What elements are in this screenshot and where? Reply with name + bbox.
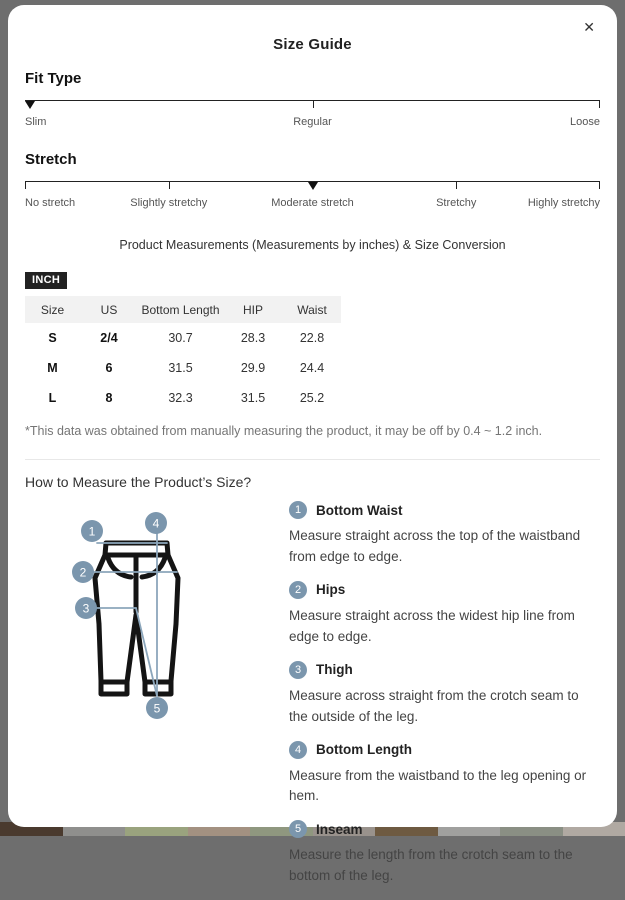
- cell-size: L: [48, 391, 57, 405]
- slider-tick: [169, 182, 170, 189]
- pants-diagram-icon: [39, 502, 279, 734]
- measurements-caption: Product Measurements (Measurements by inches) & Size Conversion: [119, 238, 506, 252]
- measure-instructions-list: [289, 491, 600, 900]
- pants-measurement-diagram: [25, 491, 289, 900]
- cell-hip: 29.9: [240, 361, 266, 375]
- number-badge: 5: [289, 820, 307, 838]
- close-icon[interactable]: ✕: [583, 20, 595, 36]
- fit-type-marker-icon: [25, 101, 35, 109]
- item-description: Measure straight across the top of the waistband from edge to edge.: [289, 528, 581, 564]
- diagram-num-4: 4: [152, 516, 160, 531]
- fit-type-option-regular: Regular: [293, 116, 332, 128]
- page-title: Size Guide: [273, 36, 352, 53]
- size-table: [25, 296, 341, 413]
- diagram-num-3: 3: [82, 601, 90, 616]
- table-row: [25, 353, 341, 383]
- unit-badge-inch: INCH: [25, 272, 67, 289]
- column-header-us: US: [80, 296, 138, 323]
- slider-tick: [25, 182, 26, 189]
- slider-tick: [599, 182, 600, 189]
- cell-us: 6: [105, 361, 113, 375]
- stretch-option-slightly: Slightly stretchy: [130, 197, 208, 209]
- cell-waist: 25.2: [299, 391, 325, 405]
- stretch-option-highly: Highly stretchy: [527, 197, 600, 209]
- cell-size: M: [47, 361, 58, 375]
- cell-us: 8: [105, 391, 113, 405]
- table-header-row: [25, 296, 341, 323]
- cell-bottom-length: 30.7: [168, 331, 193, 345]
- cell-waist: 24.4: [299, 361, 325, 375]
- column-header-size: Size: [25, 296, 80, 323]
- stretch-slider: [25, 181, 600, 215]
- number-badge: 2: [289, 581, 307, 599]
- item-title: Bottom Length: [316, 742, 412, 758]
- fit-type-option-slim: Slim: [25, 116, 47, 128]
- diagram-num-5: 5: [153, 701, 161, 716]
- list-item: [289, 820, 600, 887]
- item-title: Bottom Waist: [316, 502, 403, 518]
- fit-type-option-loose: Loose: [570, 116, 600, 128]
- list-item: [289, 661, 600, 728]
- stretch-option-moderate: Moderate stretch: [271, 197, 354, 209]
- cell-hip: 31.5: [240, 391, 266, 405]
- size-guide-modal: [8, 5, 617, 884]
- table-row: [25, 383, 341, 413]
- column-header-hip: HIP: [223, 296, 283, 323]
- list-item: [289, 581, 600, 648]
- stretch-heading: Stretch: [25, 151, 77, 168]
- divider: [25, 459, 600, 460]
- cell-bottom-length: 32.3: [168, 391, 193, 405]
- column-header-waist: Waist: [283, 296, 341, 323]
- list-item: [289, 741, 600, 808]
- how-to-measure-heading: How to Measure the Product’s Size?: [25, 474, 252, 490]
- cell-waist: 22.8: [299, 331, 325, 345]
- slider-tick: [599, 101, 600, 108]
- item-title: Hips: [316, 582, 346, 598]
- item-description: Measure the length from the crotch seam to the bottom of the leg.: [289, 847, 573, 884]
- cell-hip: 28.3: [240, 331, 266, 345]
- list-item: [289, 501, 600, 568]
- item-title: Thigh: [316, 662, 353, 678]
- item-description: Measure from the waistband to the leg opening or hem.: [289, 767, 587, 804]
- stretch-option-no-stretch: No stretch: [25, 197, 76, 209]
- number-badge: 1: [289, 501, 307, 519]
- table-row: [25, 323, 341, 353]
- cell-us: 2/4: [100, 331, 118, 345]
- number-badge: 4: [289, 741, 307, 759]
- item-description: Measure straight across the widest hip line from edge to edge.: [289, 607, 575, 644]
- cell-size: S: [48, 331, 57, 345]
- measurement-disclaimer: *This data was obtained from manually measuring the product, it may be off by 0.4 ~ 1.2 inch.: [25, 424, 543, 438]
- stretch-marker-icon: [308, 182, 318, 190]
- item-title: Inseam: [316, 821, 363, 837]
- fit-type-slider: [25, 100, 600, 134]
- diagram-num-2: 2: [79, 565, 87, 580]
- slider-tick: [313, 101, 314, 108]
- number-badge: 3: [289, 661, 307, 679]
- cell-bottom-length: 31.5: [168, 361, 193, 375]
- item-description: Measure across straight from the crotch seam to the outside of the leg.: [289, 687, 579, 724]
- column-header-bottom-length: Bottom Length: [138, 296, 223, 323]
- fit-type-heading: Fit Type: [25, 70, 82, 87]
- stretch-option-stretchy: Stretchy: [436, 197, 477, 209]
- diagram-num-1: 1: [88, 524, 96, 539]
- slider-tick: [456, 182, 457, 189]
